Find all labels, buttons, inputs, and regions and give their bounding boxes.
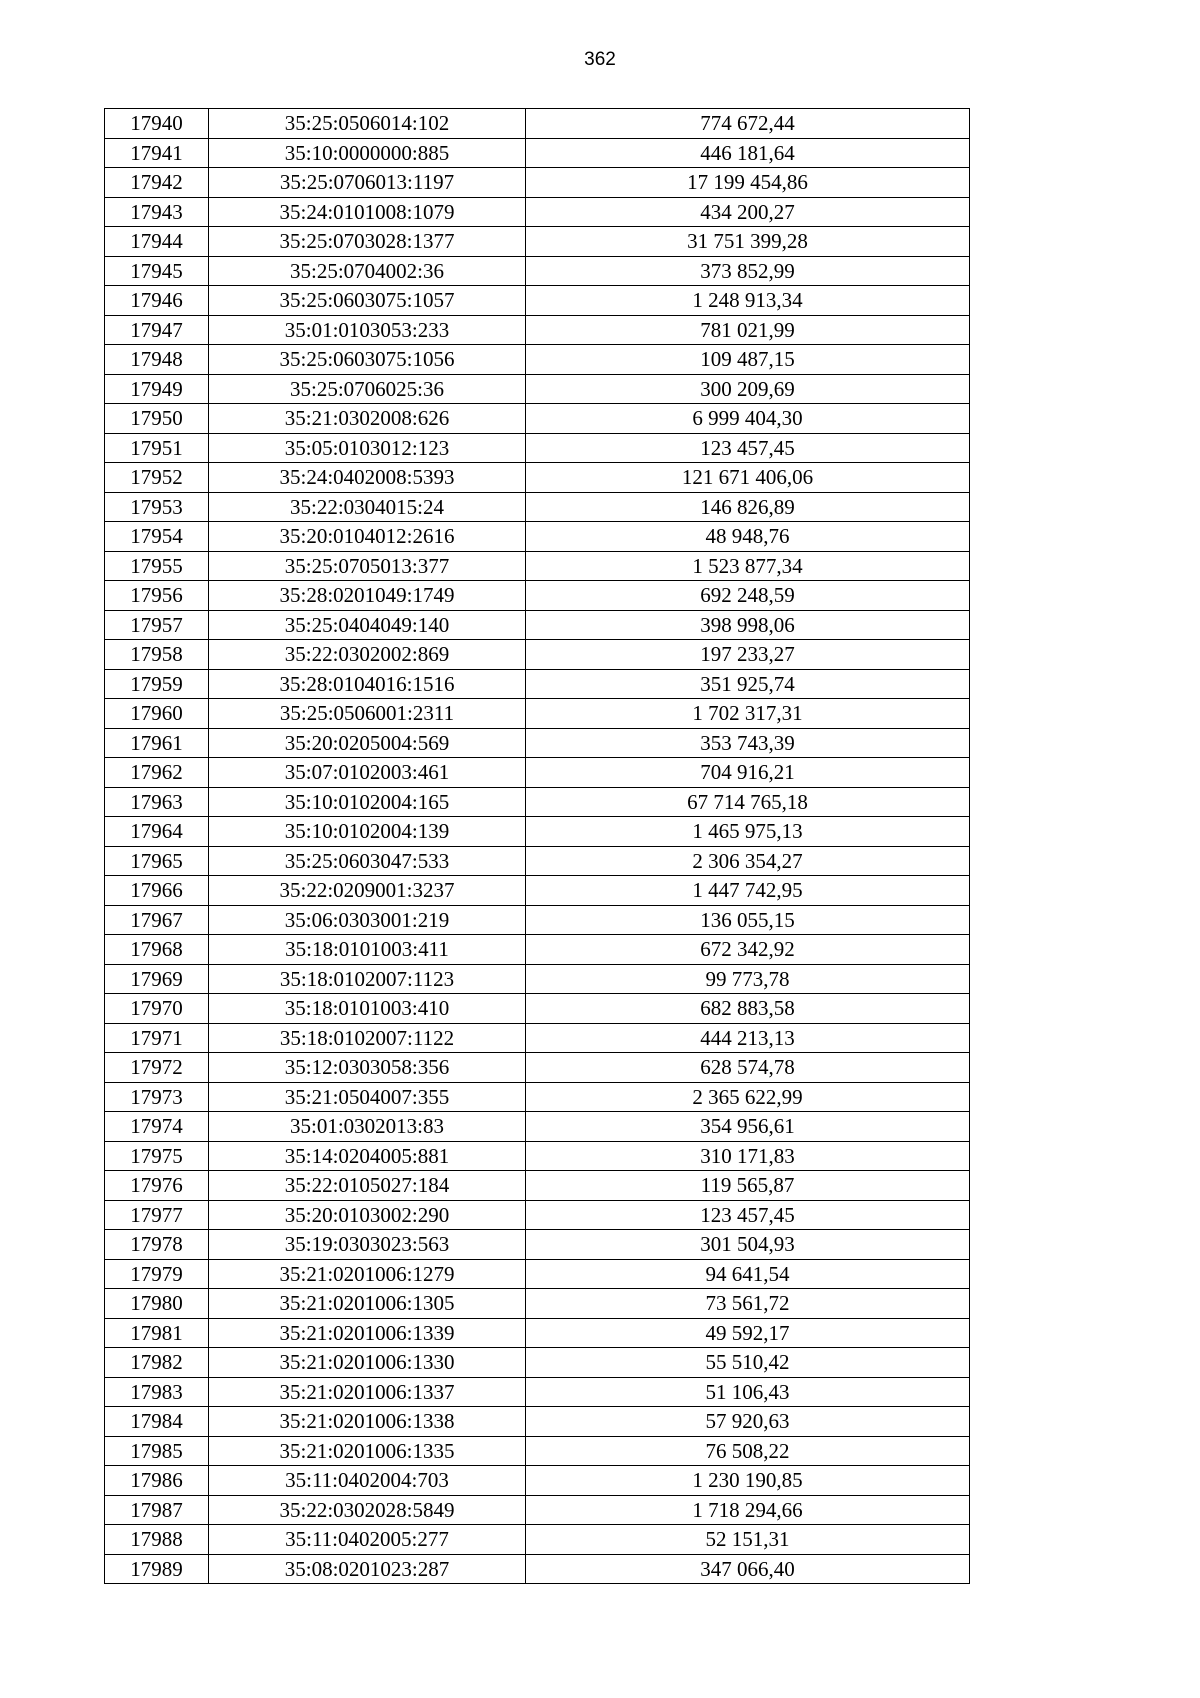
cadastral-number-cell: 35:22:0304015:24 bbox=[209, 492, 526, 522]
cadastral-value-cell: 301 504,93 bbox=[526, 1230, 970, 1260]
table-row bbox=[105, 1525, 970, 1555]
table-row bbox=[105, 256, 970, 286]
cadastral-number-cell: 35:24:0101008:1079 bbox=[209, 197, 526, 227]
table-row bbox=[105, 1082, 970, 1112]
table-row bbox=[105, 1495, 970, 1525]
cadastral-value-cell: 704 916,21 bbox=[526, 758, 970, 788]
row-number-cell: 17943 bbox=[105, 197, 209, 227]
table-row bbox=[105, 1318, 970, 1348]
cadastral-number-cell: 35:20:0205004:569 bbox=[209, 728, 526, 758]
row-number-cell: 17987 bbox=[105, 1495, 209, 1525]
row-number-cell: 17948 bbox=[105, 345, 209, 375]
table-row bbox=[105, 197, 970, 227]
cadastral-number-cell: 35:22:0302028:5849 bbox=[209, 1495, 526, 1525]
cadastral-number-cell: 35:25:0506014:102 bbox=[209, 109, 526, 139]
cadastral-number-cell: 35:21:0302008:626 bbox=[209, 404, 526, 434]
cadastral-number-cell: 35:25:0705013:377 bbox=[209, 551, 526, 581]
table-row bbox=[105, 286, 970, 316]
table-row bbox=[105, 699, 970, 729]
table-row bbox=[105, 758, 970, 788]
table-row bbox=[105, 1554, 970, 1584]
cadastral-value-cell: 197 233,27 bbox=[526, 640, 970, 670]
table-row bbox=[105, 315, 970, 345]
table-row bbox=[105, 581, 970, 611]
table-row bbox=[105, 994, 970, 1024]
cadastral-value-cell: 1 523 877,34 bbox=[526, 551, 970, 581]
cadastral-value-cell: 99 773,78 bbox=[526, 964, 970, 994]
cadastral-value-cell: 1 465 975,13 bbox=[526, 817, 970, 847]
cadastral-value-cell: 94 641,54 bbox=[526, 1259, 970, 1289]
table-row bbox=[105, 1112, 970, 1142]
row-number-cell: 17961 bbox=[105, 728, 209, 758]
table-row bbox=[105, 1200, 970, 1230]
cadastral-number-cell: 35:18:0101003:410 bbox=[209, 994, 526, 1024]
table-row bbox=[105, 1348, 970, 1378]
cadastral-value-cell: 52 151,31 bbox=[526, 1525, 970, 1555]
cadastral-value-cell: 446 181,64 bbox=[526, 138, 970, 168]
cadastral-number-cell: 35:07:0102003:461 bbox=[209, 758, 526, 788]
row-number-cell: 17942 bbox=[105, 168, 209, 198]
cadastral-value-cell: 48 948,76 bbox=[526, 522, 970, 552]
row-number-cell: 17951 bbox=[105, 433, 209, 463]
row-number-cell: 17978 bbox=[105, 1230, 209, 1260]
cadastral-number-cell: 35:25:0506001:2311 bbox=[209, 699, 526, 729]
table-row bbox=[105, 168, 970, 198]
cadastral-number-cell: 35:01:0103053:233 bbox=[209, 315, 526, 345]
row-number-cell: 17979 bbox=[105, 1259, 209, 1289]
cadastral-value-cell: 351 925,74 bbox=[526, 669, 970, 699]
row-number-cell: 17976 bbox=[105, 1171, 209, 1201]
table-row bbox=[105, 935, 970, 965]
cadastral-number-cell: 35:25:0703028:1377 bbox=[209, 227, 526, 257]
table-row bbox=[105, 463, 970, 493]
row-number-cell: 17962 bbox=[105, 758, 209, 788]
cadastral-number-cell: 35:28:0201049:1749 bbox=[209, 581, 526, 611]
cadastral-value-cell: 67 714 765,18 bbox=[526, 787, 970, 817]
cadastral-number-cell: 35:25:0706025:36 bbox=[209, 374, 526, 404]
row-number-cell: 17971 bbox=[105, 1023, 209, 1053]
row-number-cell: 17947 bbox=[105, 315, 209, 345]
table-row bbox=[105, 492, 970, 522]
table-row bbox=[105, 1407, 970, 1437]
row-number-cell: 17986 bbox=[105, 1466, 209, 1496]
cadastral-value-cell: 434 200,27 bbox=[526, 197, 970, 227]
table-row bbox=[105, 669, 970, 699]
cadastral-number-cell: 35:05:0103012:123 bbox=[209, 433, 526, 463]
row-number-cell: 17980 bbox=[105, 1289, 209, 1319]
table-row bbox=[105, 374, 970, 404]
cadastral-value-table bbox=[104, 108, 970, 1584]
cadastral-value-cell: 444 213,13 bbox=[526, 1023, 970, 1053]
cadastral-number-cell: 35:22:0302002:869 bbox=[209, 640, 526, 670]
table-row bbox=[105, 610, 970, 640]
table-row bbox=[105, 1259, 970, 1289]
cadastral-number-cell: 35:21:0504007:355 bbox=[209, 1082, 526, 1112]
table-row bbox=[105, 551, 970, 581]
table-row bbox=[105, 640, 970, 670]
row-number-cell: 17965 bbox=[105, 846, 209, 876]
cadastral-number-cell: 35:21:0201006:1330 bbox=[209, 1348, 526, 1378]
cadastral-number-cell: 35:18:0102007:1123 bbox=[209, 964, 526, 994]
row-number-cell: 17949 bbox=[105, 374, 209, 404]
cadastral-number-cell: 35:14:0204005:881 bbox=[209, 1141, 526, 1171]
table-row bbox=[105, 876, 970, 906]
cadastral-number-cell: 35:22:0105027:184 bbox=[209, 1171, 526, 1201]
cadastral-number-cell: 35:18:0101003:411 bbox=[209, 935, 526, 965]
cadastral-value-cell: 76 508,22 bbox=[526, 1436, 970, 1466]
cadastral-number-cell: 35:25:0704002:36 bbox=[209, 256, 526, 286]
row-number-cell: 17940 bbox=[105, 109, 209, 139]
table-row bbox=[105, 109, 970, 139]
row-number-cell: 17955 bbox=[105, 551, 209, 581]
cadastral-value-cell: 51 106,43 bbox=[526, 1377, 970, 1407]
cadastral-number-cell: 35:28:0104016:1516 bbox=[209, 669, 526, 699]
row-number-cell: 17957 bbox=[105, 610, 209, 640]
row-number-cell: 17963 bbox=[105, 787, 209, 817]
table-row bbox=[105, 1466, 970, 1496]
table-row bbox=[105, 433, 970, 463]
row-number-cell: 17972 bbox=[105, 1053, 209, 1083]
cadastral-number-cell: 35:10:0000000:885 bbox=[209, 138, 526, 168]
cadastral-number-cell: 35:21:0201006:1305 bbox=[209, 1289, 526, 1319]
cadastral-number-cell: 35:25:0603075:1056 bbox=[209, 345, 526, 375]
row-number-cell: 17969 bbox=[105, 964, 209, 994]
cadastral-number-cell: 35:21:0201006:1279 bbox=[209, 1259, 526, 1289]
row-number-cell: 17968 bbox=[105, 935, 209, 965]
row-number-cell: 17975 bbox=[105, 1141, 209, 1171]
row-number-cell: 17959 bbox=[105, 669, 209, 699]
cadastral-value-cell: 682 883,58 bbox=[526, 994, 970, 1024]
row-number-cell: 17989 bbox=[105, 1554, 209, 1584]
row-number-cell: 17988 bbox=[105, 1525, 209, 1555]
row-number-cell: 17958 bbox=[105, 640, 209, 670]
cadastral-value-cell: 123 457,45 bbox=[526, 1200, 970, 1230]
row-number-cell: 17967 bbox=[105, 905, 209, 935]
table-row bbox=[105, 1377, 970, 1407]
cadastral-value-cell: 55 510,42 bbox=[526, 1348, 970, 1378]
cadastral-value-cell: 692 248,59 bbox=[526, 581, 970, 611]
table-row bbox=[105, 1230, 970, 1260]
row-number-cell: 17970 bbox=[105, 994, 209, 1024]
row-number-cell: 17974 bbox=[105, 1112, 209, 1142]
row-number-cell: 17973 bbox=[105, 1082, 209, 1112]
table-row bbox=[105, 1023, 970, 1053]
table-row bbox=[105, 404, 970, 434]
cadastral-number-cell: 35:20:0103002:290 bbox=[209, 1200, 526, 1230]
table-row bbox=[105, 138, 970, 168]
cadastral-value-cell: 49 592,17 bbox=[526, 1318, 970, 1348]
cadastral-number-cell: 35:12:0303058:356 bbox=[209, 1053, 526, 1083]
cadastral-value-cell: 136 055,15 bbox=[526, 905, 970, 935]
cadastral-value-cell: 628 574,78 bbox=[526, 1053, 970, 1083]
row-number-cell: 17983 bbox=[105, 1377, 209, 1407]
row-number-cell: 17946 bbox=[105, 286, 209, 316]
cadastral-number-cell: 35:21:0201006:1338 bbox=[209, 1407, 526, 1437]
cadastral-value-cell: 1 248 913,34 bbox=[526, 286, 970, 316]
cadastral-value-cell: 781 021,99 bbox=[526, 315, 970, 345]
cadastral-value-cell: 123 457,45 bbox=[526, 433, 970, 463]
cadastral-number-cell: 35:20:0104012:2616 bbox=[209, 522, 526, 552]
table-body bbox=[105, 109, 970, 1584]
row-number-cell: 17982 bbox=[105, 1348, 209, 1378]
cadastral-number-cell: 35:11:0402005:277 bbox=[209, 1525, 526, 1555]
cadastral-number-cell: 35:18:0102007:1122 bbox=[209, 1023, 526, 1053]
table-row bbox=[105, 1436, 970, 1466]
table-row bbox=[105, 846, 970, 876]
cadastral-value-cell: 31 751 399,28 bbox=[526, 227, 970, 257]
table-row bbox=[105, 1053, 970, 1083]
cadastral-value-cell: 347 066,40 bbox=[526, 1554, 970, 1584]
cadastral-number-cell: 35:21:0201006:1339 bbox=[209, 1318, 526, 1348]
cadastral-number-cell: 35:08:0201023:287 bbox=[209, 1554, 526, 1584]
cadastral-value-cell: 310 171,83 bbox=[526, 1141, 970, 1171]
cadastral-value-cell: 672 342,92 bbox=[526, 935, 970, 965]
table-row bbox=[105, 345, 970, 375]
cadastral-value-cell: 146 826,89 bbox=[526, 492, 970, 522]
cadastral-number-cell: 35:24:0402008:5393 bbox=[209, 463, 526, 493]
cadastral-number-cell: 35:01:0302013:83 bbox=[209, 1112, 526, 1142]
cadastral-number-cell: 35:10:0102004:165 bbox=[209, 787, 526, 817]
cadastral-number-cell: 35:06:0303001:219 bbox=[209, 905, 526, 935]
cadastral-value-cell: 119 565,87 bbox=[526, 1171, 970, 1201]
cadastral-value-cell: 6 999 404,30 bbox=[526, 404, 970, 434]
row-number-cell: 17945 bbox=[105, 256, 209, 286]
cadastral-value-cell: 398 998,06 bbox=[526, 610, 970, 640]
row-number-cell: 17944 bbox=[105, 227, 209, 257]
cadastral-number-cell: 35:25:0603075:1057 bbox=[209, 286, 526, 316]
cadastral-value-cell: 1 230 190,85 bbox=[526, 1466, 970, 1496]
table-row bbox=[105, 817, 970, 847]
cadastral-number-cell: 35:10:0102004:139 bbox=[209, 817, 526, 847]
cadastral-value-cell: 109 487,15 bbox=[526, 345, 970, 375]
cadastral-value-cell: 774 672,44 bbox=[526, 109, 970, 139]
cadastral-value-cell: 1 702 317,31 bbox=[526, 699, 970, 729]
row-number-cell: 17956 bbox=[105, 581, 209, 611]
table-row bbox=[105, 964, 970, 994]
row-number-cell: 17960 bbox=[105, 699, 209, 729]
table-row bbox=[105, 1141, 970, 1171]
cadastral-value-cell: 373 852,99 bbox=[526, 256, 970, 286]
cadastral-value-cell: 2 306 354,27 bbox=[526, 846, 970, 876]
cadastral-number-cell: 35:21:0201006:1337 bbox=[209, 1377, 526, 1407]
cadastral-value-cell: 17 199 454,86 bbox=[526, 168, 970, 198]
row-number-cell: 17953 bbox=[105, 492, 209, 522]
page-number: 362 bbox=[584, 49, 616, 70]
cadastral-value-cell: 2 365 622,99 bbox=[526, 1082, 970, 1112]
cadastral-number-cell: 35:11:0402004:703 bbox=[209, 1466, 526, 1496]
row-number-cell: 17950 bbox=[105, 404, 209, 434]
row-number-cell: 17985 bbox=[105, 1436, 209, 1466]
row-number-cell: 17977 bbox=[105, 1200, 209, 1230]
row-number-cell: 17952 bbox=[105, 463, 209, 493]
row-number-cell: 17966 bbox=[105, 876, 209, 906]
row-number-cell: 17941 bbox=[105, 138, 209, 168]
cadastral-value-cell: 121 671 406,06 bbox=[526, 463, 970, 493]
table-row bbox=[105, 905, 970, 935]
row-number-cell: 17981 bbox=[105, 1318, 209, 1348]
cadastral-value-cell: 300 209,69 bbox=[526, 374, 970, 404]
row-number-cell: 17984 bbox=[105, 1407, 209, 1437]
cadastral-value-cell: 57 920,63 bbox=[526, 1407, 970, 1437]
cadastral-value-cell: 1 718 294,66 bbox=[526, 1495, 970, 1525]
table-row bbox=[105, 728, 970, 758]
row-number-cell: 17964 bbox=[105, 817, 209, 847]
table-row bbox=[105, 227, 970, 257]
table-row bbox=[105, 522, 970, 552]
cadastral-number-cell: 35:19:0303023:563 bbox=[209, 1230, 526, 1260]
cadastral-value-cell: 353 743,39 bbox=[526, 728, 970, 758]
cadastral-value-cell: 1 447 742,95 bbox=[526, 876, 970, 906]
table-row bbox=[105, 1171, 970, 1201]
cadastral-value-cell: 354 956,61 bbox=[526, 1112, 970, 1142]
cadastral-number-cell: 35:25:0706013:1197 bbox=[209, 168, 526, 198]
table-row bbox=[105, 1289, 970, 1319]
cadastral-number-cell: 35:22:0209001:3237 bbox=[209, 876, 526, 906]
row-number-cell: 17954 bbox=[105, 522, 209, 552]
table-row bbox=[105, 787, 970, 817]
cadastral-number-cell: 35:25:0404049:140 bbox=[209, 610, 526, 640]
cadastral-number-cell: 35:25:0603047:533 bbox=[209, 846, 526, 876]
cadastral-value-cell: 73 561,72 bbox=[526, 1289, 970, 1319]
cadastral-number-cell: 35:21:0201006:1335 bbox=[209, 1436, 526, 1466]
